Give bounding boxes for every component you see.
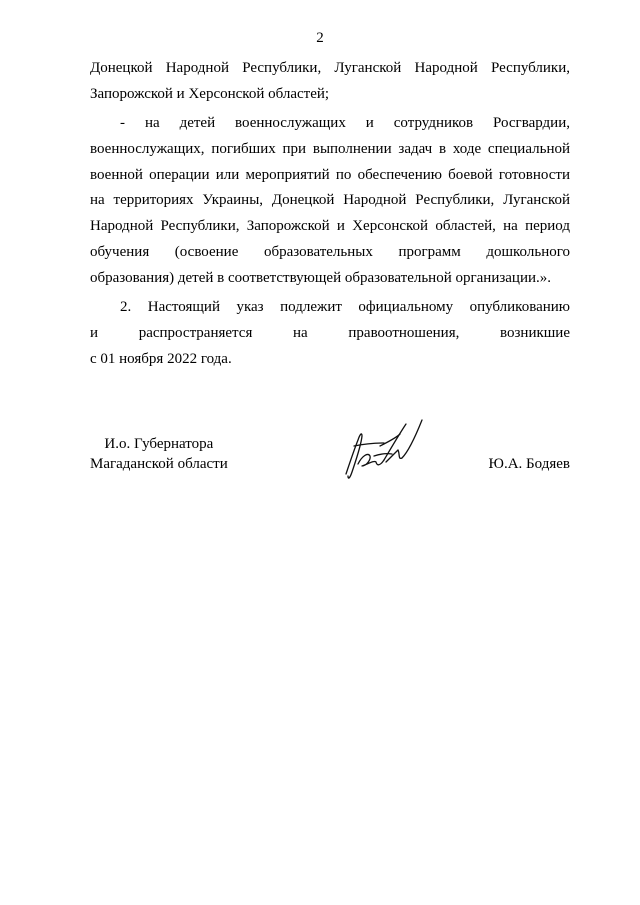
body-line: - на детей военнослужащих и сотрудников Росгвардии, [120,115,570,132]
signatory-title [90,434,228,474]
body-line: военнослужащих, погибших при выполнении задач в ходе специальной [90,141,570,158]
body-line: образования) детей в соответствующей образовательной организации.». [90,269,552,286]
document-body [90,56,570,372]
signatory-title-line: Магаданской области [90,456,228,472]
body-line: Запорожской и Херсонской областей; [90,85,330,102]
body-line: Народной Республики, Запорожской и Херсонской областей, на период [90,218,570,235]
signatory-title-line: И.о. Губернатора [104,436,214,452]
body-line: обучения (освоение образовательных программ дошкольного [90,243,570,260]
page-number: 2 [316,30,324,46]
body-line: с 01 ноября 2022 года. [90,350,232,367]
body-line: Донецкой Народной Республики, Луганской Народной Республики, [90,60,570,76]
handwritten-signature [340,416,430,488]
body-line: военной операции или мероприятий по обеспечению боевой готовности [90,166,570,183]
signatory-name: Ю.А. Бодяев [488,456,570,472]
body-line: 2. Настоящий указ подлежит официальному опубликованию [120,299,570,316]
signature-block [90,434,570,494]
body-line: и распространяется на правоотношения, возникшие [90,324,570,341]
body-line: на территориях Украины, Донецкой Народной Республики, Луганской [90,192,570,209]
